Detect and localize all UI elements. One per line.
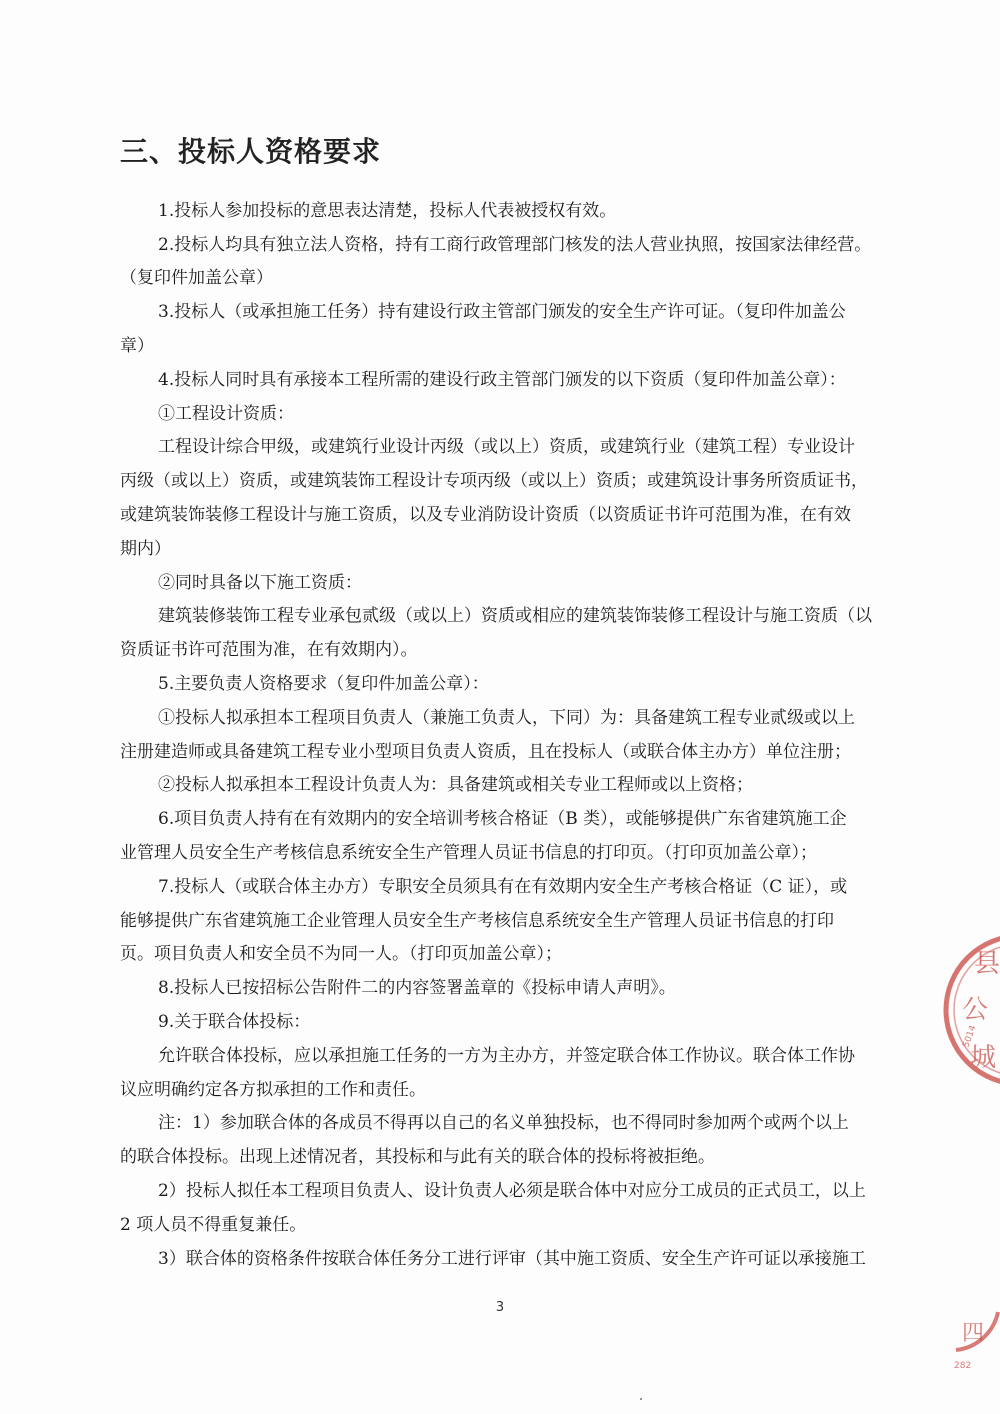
text-line: 丙级（或以上）资质，或建筑装饰工程设计专项丙级（或以上）资质；或建筑设计事务所资质证书，: [120, 471, 868, 491]
seal-digits: 282: [954, 1361, 972, 1371]
text-line: ①投标人拟承担本工程项目负责人（兼施工负责人，下同）为：具备建筑工程专业贰级或以上: [158, 708, 855, 728]
scan-speck: [640, 1398, 642, 1400]
seal-glyph: 城: [970, 1043, 997, 1073]
text-line: 或建筑装饰装修工程设计与施工资质，以及专业消防设计资质（以资质证书许可范围为准，在有效: [120, 505, 851, 525]
text-line: 工程设计综合甲级，或建筑行业设计丙级（或以上）资质，或建筑行业（建筑工程）专业设计: [158, 437, 855, 457]
text-line: 页。项目负责人和安全员不为同一人。（打印页加盖公章）；: [120, 944, 562, 964]
text-line: 注册建造师或具备建筑工程专业小型项目负责人资质，且在投标人（或联合体主办方）单位注册；: [120, 742, 851, 762]
seal-glyph: 公: [962, 995, 989, 1025]
text-line: ②投标人拟承担本工程设计负责人为：具备建筑或相关专业工程师或以上资格；: [158, 775, 753, 795]
text-line: 2.投标人均具有独立法人资格，持有工商行政管理部门核发的法人营业执照，按国家法律经营。: [158, 235, 872, 255]
text-line: 业管理人员安全生产考核信息系统安全生产管理人员证书信息的打印页。（打印页加盖公章）；: [120, 843, 817, 863]
seal-glyph: 县: [974, 949, 1000, 979]
seal-glyph: 四: [962, 1321, 985, 1346]
text-line: 章）: [120, 336, 154, 356]
text-line: 5.主要负责人资格要求（复印件加盖公章）：: [158, 674, 489, 694]
seal-digits: 5014: [961, 1024, 979, 1050]
text-line: 3.投标人（或承担施工任务）持有建设行政主管部门颁发的安全生产许可证。（复印件加盖公: [158, 302, 846, 322]
text-line: 1.投标人参加投标的意思表达清楚，投标人代表被授权有效。: [158, 201, 617, 221]
text-line: 注：1）参加联合体的各成员不得再以自己的名义单独投标，也不得同时参加两个或两个以上: [158, 1113, 849, 1133]
text-line: （复印件加盖公章）: [120, 268, 273, 288]
text-line: 8.投标人已按招标公告附件二的内容签署盖章的《投标申请人声明》。: [158, 978, 676, 998]
text-line: ①工程设计资质：: [158, 404, 294, 424]
text-line: 建筑装修装饰工程专业承包贰级（或以上）资质或相应的建筑装饰装修工程设计与施工资质（以: [158, 606, 872, 626]
page-number: 3: [495, 1300, 505, 1315]
text-line: 允许联合体投标，应以承担施工任务的一方为主办方，并签定联合体工作协议。联合体工作协: [158, 1046, 855, 1066]
text-line: 4.投标人同时具有承接本工程所需的建设行政主管部门颁发的以下资质（复印件加盖公章）：: [158, 370, 846, 390]
text-line: ②同时具备以下施工资质：: [158, 573, 362, 593]
section-heading: 三、投标人资格要求: [120, 135, 382, 168]
official-seal-stamp-lower: [950, 1310, 1000, 1380]
text-line: 9.关于联合体投标：: [158, 1012, 311, 1032]
official-seal-stamp: [940, 930, 1000, 1090]
text-line: 能够提供广东省建筑施工企业管理人员安全生产考核信息系统安全生产管理人员证书信息的打印: [120, 911, 834, 931]
text-line: 7.投标人（或联合体主办方）专职安全员须具有在有效期内安全生产考核合格证（C 证），或: [158, 877, 848, 897]
text-line: 2）投标人拟任本工程项目负责人、设计负责人必须是联合体中对应分工成员的正式员工，以上: [158, 1181, 866, 1201]
text-line: 6.项目负责人持有在有效期内的安全培训考核合格证（B 类），或能够提供广东省建筑施工企: [158, 809, 847, 829]
text-line: 资质证书许可范围为准，在有效期内）。: [120, 640, 418, 660]
text-line: 期内）: [120, 539, 171, 559]
text-line: 议应明确约定各方拟承担的工作和责任。: [120, 1080, 426, 1100]
text-line: 3）联合体的资格条件按联合体任务分工进行评审（其中施工资质、安全生产许可证以承接施工: [158, 1249, 866, 1269]
text-line: 的联合体投标。出现上述情况者，其投标和与此有关的联合体的投标将被拒绝。: [120, 1147, 715, 1167]
text-line: 2 项人员不得重复兼任。: [120, 1215, 307, 1235]
